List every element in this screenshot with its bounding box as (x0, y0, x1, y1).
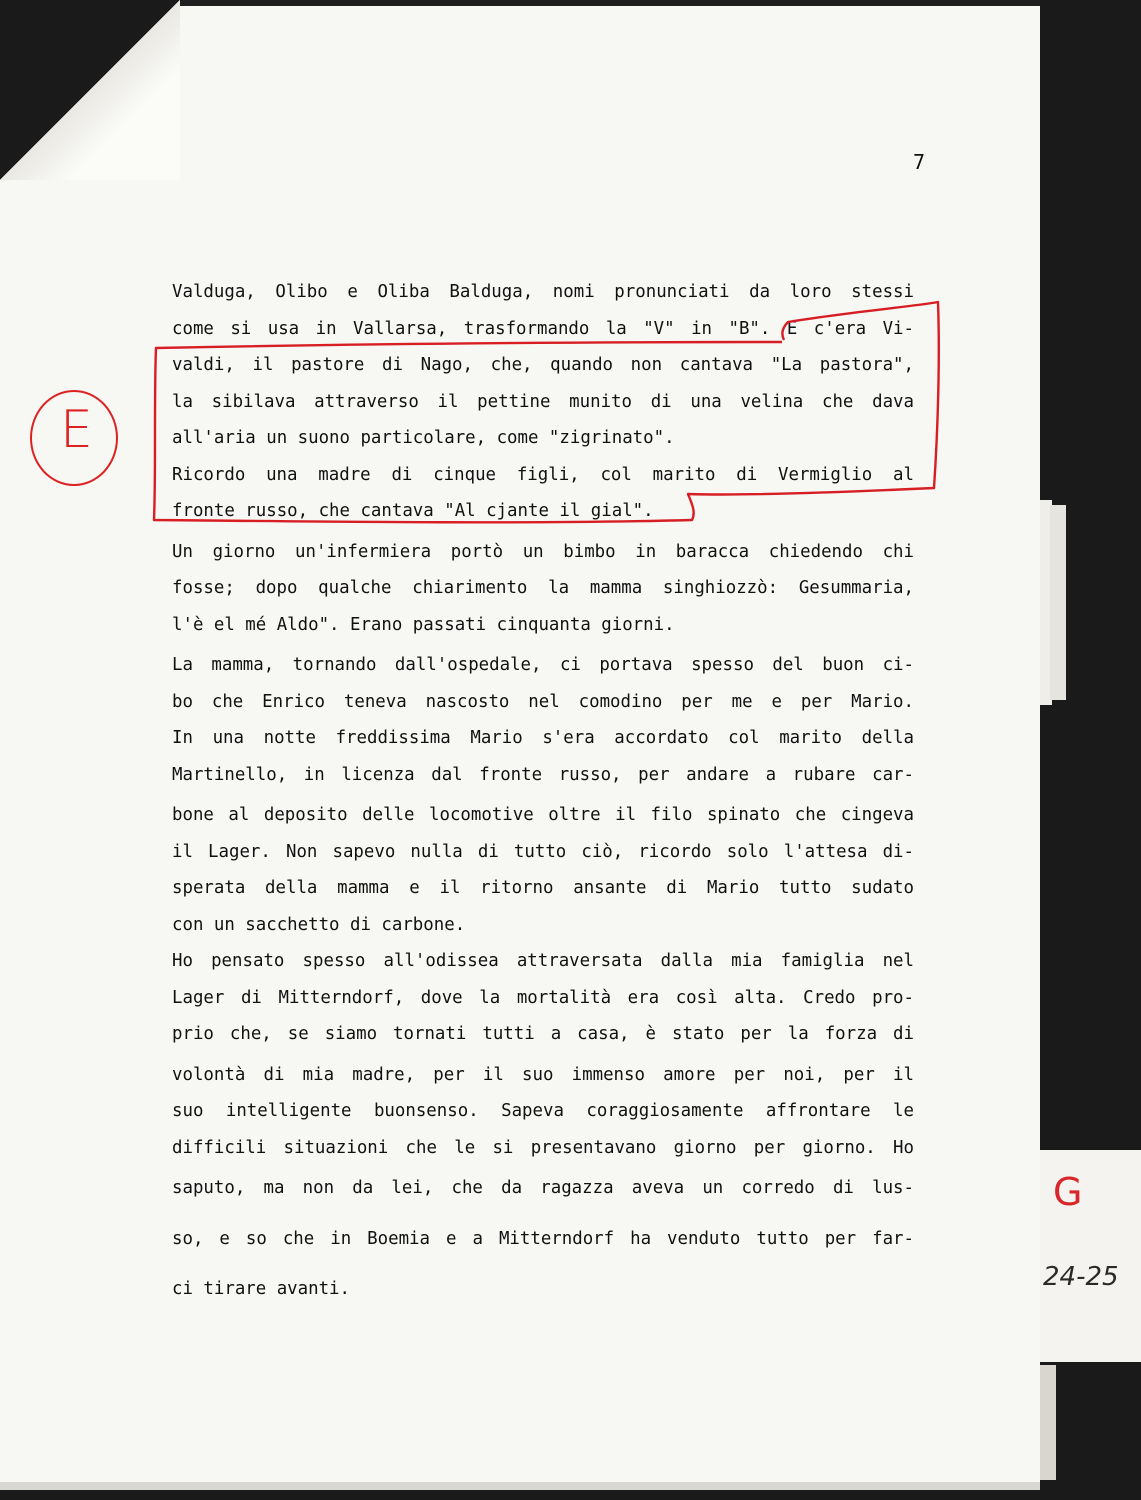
text-line: In una notte freddissima Mario s'era accordato col marito della (172, 728, 914, 748)
text-line: La mamma, tornando dall'ospedale, ci portava spesso del buon ci- (172, 655, 914, 675)
text-line: saputo, ma non da lei, che da ragazza aveva un corredo di lus- (172, 1178, 914, 1198)
text-line: Ricordo una madre di cinque figli, col marito di Vermiglio al (172, 464, 914, 485)
text-line: bo che Enrico teneva nascosto nel comodino per me e per Mario. (172, 691, 914, 712)
text-line: all'aria un suono particolare, come "zigrinato". (172, 428, 675, 448)
text-line: Ho pensato spesso all'odissea attraversata dalla mia famiglia nel (172, 951, 914, 971)
text-line: so, e so che in Boemia e a Mitterndorf ha venduto tutto per far- (172, 1228, 914, 1249)
text-line: la sibilava attraverso il pettine munito di una velina che dava (172, 391, 914, 412)
text-line: fronte russo, che cantava "Al cjante il gial". (172, 501, 654, 521)
body-text (172, 274, 914, 1308)
text-line: Lager di Mitterndorf, dove la mortalità era così alta. Credo pro- (172, 987, 914, 1008)
text-line: valdi, il pastore di Nago, che, quando non cantava "La pastora", (172, 355, 914, 375)
text-line: il Lager. Non sapevo nulla di tutto ciò, ricordo solo l'attesa di- (172, 841, 914, 862)
text-line: difficili situazioni che le si presentavano giorno per giorno. Ho (172, 1137, 914, 1158)
folded-corner-flap (0, 0, 180, 180)
text-line: bone al deposito delle locomotive oltre il filo spinato che cingeva (172, 805, 914, 825)
margin-mark-letter: E (60, 400, 93, 460)
text-line: sperata della mamma e il ritorno ansante di Mario tutto sudato (172, 878, 914, 898)
text-line: con un sacchetto di carbone. (172, 914, 466, 935)
page-stack-edge (1050, 505, 1066, 700)
text-line: fosse; dopo qualche chiarimento la mamma singhiozzò: Gesummaria, (172, 578, 914, 598)
text-line: l'è el mé Aldo". Erano passati cinquanta giorni. (172, 614, 675, 635)
text-line: Un giorno un'infermiera portò un bimbo in baracca chiedendo chi (172, 541, 914, 562)
page-number: 7 (913, 150, 926, 174)
text-line: suo intelligente buonsenso. Sapeva coraggiosamente affrontare le (172, 1101, 914, 1121)
scan-top-edge (170, 0, 1040, 6)
text-line: prio che, se siamo tornati tutti a casa, è stato per la forza di (172, 1024, 914, 1044)
text-line: volontà di mia madre, per il suo immenso amore per noi, per il (172, 1064, 914, 1085)
text-line: Martinello, in licenza dal fronte russo, per andare a rubare car- (172, 764, 914, 785)
text-line: come si usa in Vallarsa, trasformando la "V" in "B". E c'era Vi- (172, 318, 914, 339)
section-tab-letter: G (1053, 1170, 1083, 1214)
text-line: ci tirare avanti. (172, 1279, 350, 1299)
text-line: Valduga, Olibo e Oliba Balduga, nomi pronunciati da loro stessi (172, 282, 914, 302)
section-tab-pages: 24-25 (1043, 1262, 1119, 1292)
